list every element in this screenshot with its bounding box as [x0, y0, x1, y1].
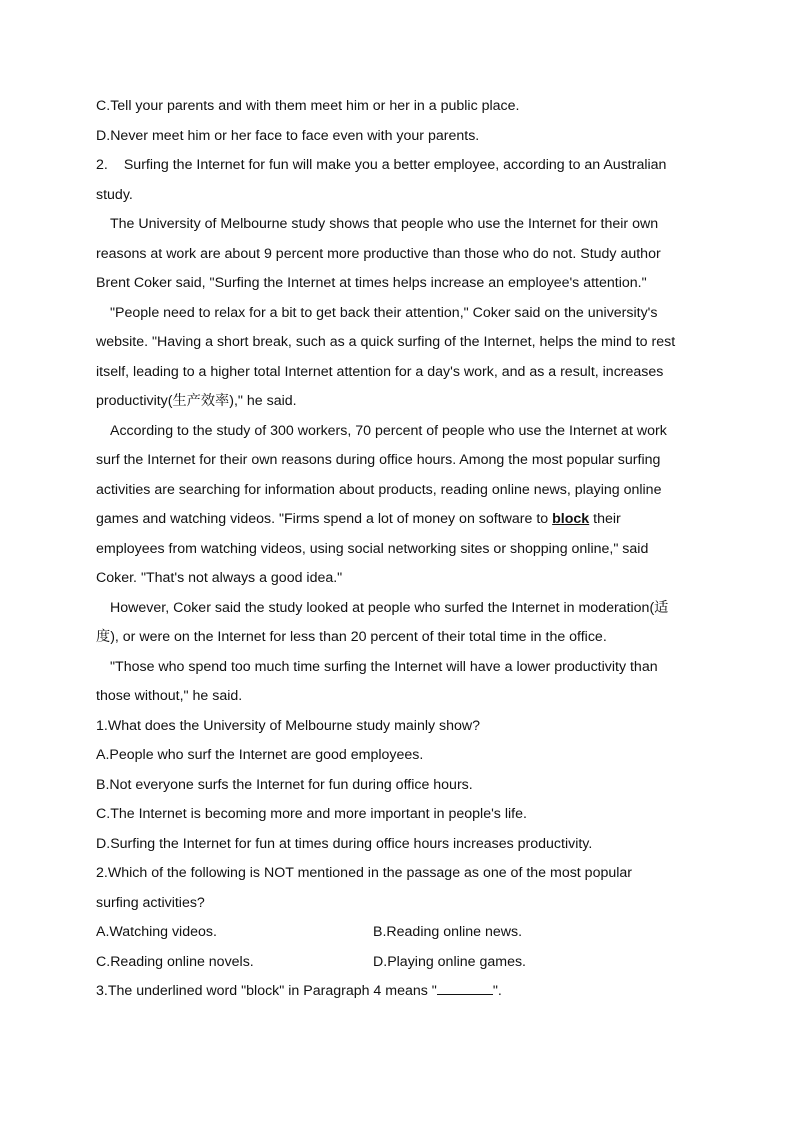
prev-option-d: D.Never meet him or her face to face even with your parents. [96, 127, 480, 144]
paragraph-2-line-4: productivity(生产效率)," he said. [96, 393, 297, 409]
question-2-option-d: D.Playing online games. [373, 953, 526, 970]
paragraph-2-line-2: website. "Having a short break, such as a quick surfing of the Internet, helps the mind to rest [96, 334, 676, 350]
paragraph-4-line-2: 度), or were on the Internet for less than 20 percent of their total time in the office. [96, 629, 607, 645]
question-2-line-2: surfing activities? [96, 894, 205, 911]
question-2-option-a: A.Watching videos. [96, 924, 217, 940]
paragraph-1-line-2: reasons at work are about 9 percent more productive than those who do not. Study author [96, 245, 661, 262]
paragraph-2-line-3: itself, leading to a higher total Internet attention for a day's work, and as a result, increases [96, 363, 664, 380]
question-1-option-d: D.Surfing the Internet for fun at times during office hours increases productivity. [96, 835, 593, 852]
document-page [96, 92, 700, 1007]
paragraph-4-line-1: However, Coker said the study looked at people who surfed the Internet in moderation(适 [110, 599, 669, 616]
paragraph-3-line-4-pre: games and watching videos. "Firms spend a lot of money on software to [96, 511, 553, 527]
passage-intro-text: Surfing the Internet for fun will make you a better employee, according to an Australian [123, 157, 667, 173]
question-2-option-b: B.Reading online news. [373, 924, 523, 940]
paragraph-3-line-3: activities are searching for information about products, reading online news, playing online [96, 481, 662, 498]
passage-number: 2. [96, 157, 108, 173]
passage-intro-line [96, 151, 700, 181]
paragraph-3-line-6: Coker. "That's not always a good idea." [96, 570, 343, 586]
question-3-end: ". [492, 983, 502, 999]
question-1-option-c: C.The Internet is becoming more and more important in people's life. [96, 806, 527, 822]
question-1-option-b: B.Not everyone surfs the Internet for fun during office hours. [96, 776, 473, 793]
paragraph-5-line-1: "Those who spend too much time surfing the Internet will have a lower productivity than [110, 658, 658, 675]
question-2-options-row-2 [96, 948, 700, 978]
paragraph-2-line-1: "People need to relax for a bit to get back their attention," Coker said on the university's [110, 304, 658, 321]
question-1-option-a: A.People who surf the Internet are good employees. [96, 747, 424, 763]
paragraph-3-line-5: employees from watching videos, using social networking sites or shopping online," said [96, 540, 649, 557]
paragraph-3-line-2: surf the Internet for their own reasons during office hours. Among the most popular surfing [96, 452, 661, 468]
question-1: 1.What does the University of Melbourne study mainly show? [96, 717, 481, 734]
paragraph-1-line-1: The University of Melbourne study shows that people who use the Internet for their own [110, 216, 659, 232]
underlined-word-block: block [552, 511, 590, 527]
paragraph-3-line-1: According to the study of 300 workers, 70 percent of people who use the Internet at work [110, 422, 667, 439]
question-3 [96, 977, 700, 1007]
question-2-line-1: 2.Which of the following is NOT mentioned in the passage as one of the most popular [96, 865, 633, 881]
question-2-option-c: C.Reading online novels. [96, 953, 254, 970]
paragraph-3-line-4-post: their [589, 511, 621, 527]
passage-intro-line2: study. [96, 186, 133, 203]
prev-option-c: C.Tell your parents and with them meet him or her in a public place. [96, 98, 520, 114]
answer-blank [437, 980, 493, 995]
paragraph-1-line-3: Brent Coker said, "Surfing the Internet at times helps increase an employee's attention." [96, 275, 647, 291]
question-3-text: 3.The underlined word "block" in Paragraph 4 means " [96, 983, 437, 999]
paragraph-5-line-2: those without," he said. [96, 688, 243, 704]
question-2-options-row-1 [96, 918, 700, 948]
paragraph-3-line-4 [96, 505, 700, 535]
